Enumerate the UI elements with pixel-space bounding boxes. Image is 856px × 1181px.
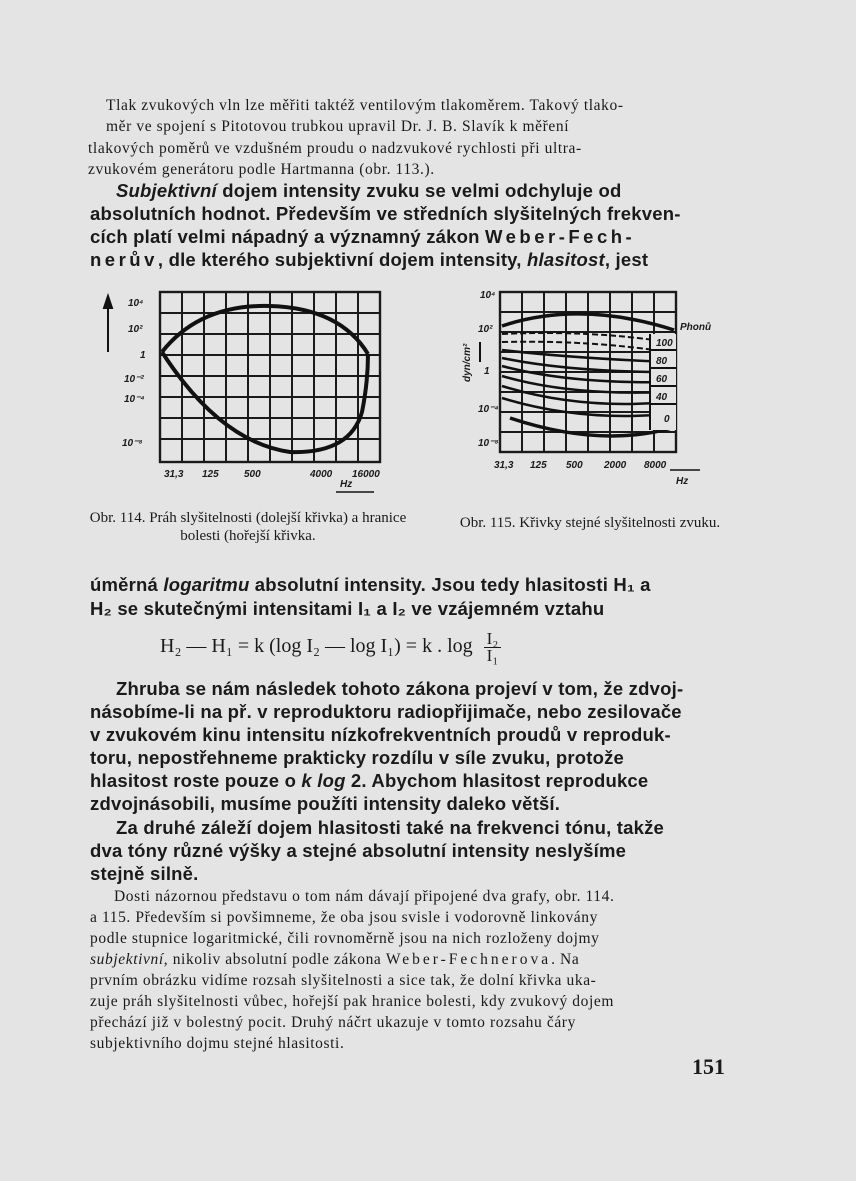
fig114-x-tick: 500 bbox=[244, 469, 261, 480]
paragraph-1-line-2: měr ve spojení s Pitotovou trubkou upravil Dr. J. B. Slavík k měření bbox=[106, 118, 570, 135]
figure-114-graph bbox=[90, 282, 400, 502]
fig114-x-unit: Hz bbox=[340, 479, 353, 490]
paragraph-6-line-4: subjektivní, nikoliv absolutní podle zákona Weber-Fechnerova. Na bbox=[90, 951, 580, 968]
paragraph-4-line-3: v zvukovém kinu intensitu nízkofrekventních proudů v reproduk- bbox=[90, 724, 671, 745]
formula-lhs: H₂ — H₁ = k (log I₂ — log I₁) = k . log bbox=[160, 635, 473, 658]
formula-fraction bbox=[484, 631, 502, 664]
curve-0 bbox=[510, 418, 672, 436]
weber-fechner-name-3: Weber-Fechnerova bbox=[385, 951, 552, 968]
fig115-x-tick: 2000 bbox=[604, 460, 627, 471]
paragraph-4-line-6: zdvojnásobili, musíme použíti intensity daleko větší. bbox=[90, 793, 561, 814]
loudness-formula bbox=[160, 631, 501, 664]
fig115-y-tick: 10⁴ bbox=[480, 290, 496, 301]
fig115-y-axis-label: dyn/cm² bbox=[462, 343, 473, 382]
paragraph-2-line-1: Subjektivní dojem intensity zvuku se velmi odchyluje od bbox=[116, 180, 622, 201]
paragraph-4-line-1: Zhruba se nám následek tohoto zákona projeví v tom, že zdvoj- bbox=[116, 678, 684, 699]
formula-denominator: I₁ bbox=[486, 646, 499, 665]
paragraph-5-line-2: dva tóny různé výšky a stejné absolutní intensity neslyšíme bbox=[90, 840, 627, 861]
paragraph-6-line-8: subjektivního dojmu stejné hlasitosti. bbox=[90, 1035, 345, 1052]
fig115-x-unit: Hz bbox=[676, 476, 689, 487]
italic-term-hlasitost: hlasitost bbox=[526, 249, 605, 270]
phon-unit-label: Phonů bbox=[680, 322, 712, 333]
paragraph-1-line-3: tlakových poměrů ve vzdušném proudu o nadzvukové rychlosti při ultra- bbox=[88, 140, 582, 157]
figure-115-caption: Obr. 115. Křivky stejné slyšitelnosti zvuku. bbox=[459, 515, 721, 531]
weber-fechner-name-2: nerův bbox=[90, 249, 158, 270]
curve-90 bbox=[502, 342, 668, 352]
curve-100 bbox=[502, 333, 668, 342]
fig114-y-tick: 10⁻⁸ bbox=[122, 438, 143, 449]
paragraph-6-line-1: Dosti názornou představu o tom nám dávají připojené dva grafy, obr. 114. bbox=[114, 888, 615, 905]
curve-40 bbox=[502, 386, 668, 404]
fig114-y-tick: 10⁴ bbox=[128, 298, 144, 309]
figure-114-y-axis-arrow bbox=[104, 296, 112, 352]
paragraph-2-line-2: absolutních hodnot. Především ve středních slyšitelných frekven- bbox=[90, 203, 681, 224]
fig115-x-tick: 500 bbox=[566, 460, 583, 471]
fig114-y-tick: 1 bbox=[140, 350, 146, 361]
formula-numerator: I₂ bbox=[484, 631, 502, 648]
paragraph-3-line-1: úměrná logaritmu absolutní intensity. Jsou tedy hlasitosti H₁ a bbox=[90, 574, 651, 595]
paragraph-1-line-1: Tlak zvukových vln lze měřiti taktéž ventilovým tlakoměrem. Takový tlako- bbox=[106, 97, 624, 114]
fig115-y-tick: 1 bbox=[484, 366, 490, 377]
paragraph-6-line-5: prvním obrázku vidíme rozsah slyšitelnosti a sice tak, že dolní křivka uka- bbox=[90, 972, 597, 989]
fig115-y-tick: 10⁻⁴ bbox=[478, 404, 499, 415]
fig115-x-tick: 125 bbox=[530, 460, 547, 471]
page-number: 151 bbox=[692, 1054, 725, 1079]
paragraph-6-line-3: podle stupnice logaritmické, čili rovnoměrně jsou na nich rozloženy dojmy bbox=[90, 930, 600, 947]
paragraph-5-line-1: Za druhé záleží dojem hlasitosti také na frekvenci tónu, takže bbox=[116, 817, 665, 838]
fig114-y-tick: 10² bbox=[128, 324, 143, 335]
italic-term-logaritmu: logaritmu bbox=[163, 574, 250, 595]
fig114-x-tick: 125 bbox=[202, 469, 219, 480]
paragraph-6-line-7: přechází již v bolestný pocit. Druhý náčrt ukazuje v tomto rozsahu čáry bbox=[90, 1014, 576, 1031]
fig114-y-tick: 10⁻² bbox=[124, 374, 144, 385]
paragraph-6-line-2: a 115. Především si povšimneme, že oba jsou svisle i vodorovně linkovány bbox=[90, 909, 598, 926]
paragraph-5-line-3: stejně silně. bbox=[90, 863, 199, 884]
fig115-x-tick: 31,3 bbox=[494, 460, 514, 471]
fig114-y-tick: 10⁻⁴ bbox=[124, 394, 145, 405]
italic-term-k-log: k log bbox=[301, 770, 346, 791]
fig115-x-tick: 8000 bbox=[644, 460, 667, 471]
weber-fechner-name-1: Weber-Fech- bbox=[484, 226, 636, 247]
paragraph-6-line-6: zuje práh slyšitelnosti vůbec, hořejší pak hranice bolesti, kdy zvukový dojem bbox=[90, 993, 615, 1010]
paragraph-2-line-4: nerův, dle kterého subjektivní dojem intensity, hlasitost, jest bbox=[90, 249, 649, 270]
fig114-x-tick: 4000 bbox=[310, 469, 333, 480]
italic-term-subjektivni-2: subjektivní bbox=[90, 951, 164, 968]
hearing-threshold-curve bbox=[162, 352, 368, 452]
fig114-x-tick: 16000 bbox=[352, 469, 380, 480]
phon-value: 80 bbox=[656, 356, 668, 367]
fig115-y-tick: 10⁻⁸ bbox=[478, 438, 499, 449]
fig115-y-tick: 10² bbox=[478, 324, 493, 335]
paragraph-3-line-2: H₂ se skutečnými intensitami I₁ a I₂ ve vzájemném vztahu bbox=[90, 598, 605, 619]
phon-value: 100 bbox=[656, 338, 673, 349]
italic-term-subjektivni: Subjektivní bbox=[116, 180, 217, 201]
curve-30 bbox=[502, 398, 668, 416]
fig114-x-tick: 31,3 bbox=[164, 469, 184, 480]
paragraph-4-line-5: hlasitost roste pouze o k log 2. Abychom hlasitost reprodukce bbox=[90, 770, 649, 791]
figure-114-caption: Obr. 114. Práh slyšitelnosti (dolejší křivka) a hranice bolesti (hořejší křivka. bbox=[89, 510, 407, 544]
phon-value: 40 bbox=[656, 392, 668, 403]
paragraph-1-line-4: zvukovém generátoru podle Hartmanna (obr. 113.). bbox=[88, 161, 435, 178]
figure-115-graph bbox=[450, 282, 740, 497]
paragraph-4-line-2: násobíme-li na př. v reproduktoru radiopřijimače, nebo zesilovače bbox=[90, 701, 682, 722]
phon-value: 0 bbox=[664, 414, 670, 425]
paragraph-2-line-3: cích platí velmi nápadný a významný zákon Weber-Fech- bbox=[90, 226, 636, 247]
phon-value: 60 bbox=[656, 374, 668, 385]
paragraph-4-line-4: toru, nepostřehneme prakticky rozdílu v síle zvuku, protože bbox=[90, 747, 625, 768]
